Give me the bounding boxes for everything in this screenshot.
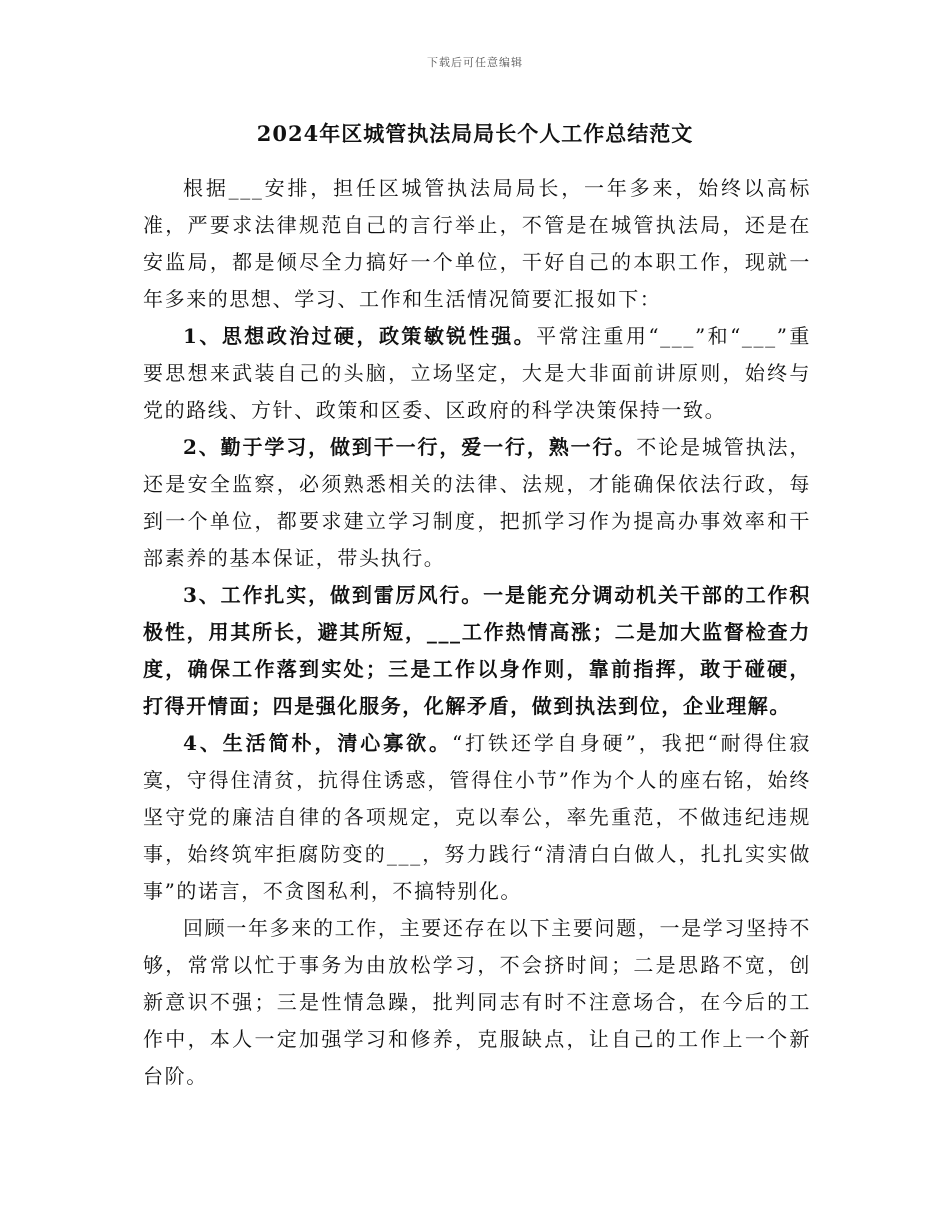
- paragraph-intro: [143, 170, 811, 318]
- paragraph-lead: 3、工作扎实，做到雷厉风行。一是能充分调动机关干部的工作积极性，用其所长，避其所短，___工作热情高涨；二是加大监督检查力度，确保工作落到实处；三是工作以身作则，靠前指挥，敢于碰硬，打得开情面；四是强化服务，化解矛盾，做到执法到位，企业理解。: [143, 583, 811, 718]
- paragraph-item-3: [143, 577, 811, 725]
- paragraph-review: [143, 910, 811, 1095]
- paragraph-lead: 4、生活简朴，清心寡欲。: [183, 731, 452, 755]
- document-body: [143, 170, 811, 1095]
- paragraph-text: 不论是城管执法，还是安全监察，必须熟悉相关的法律、法规，才能确保依法行政，每到一个单位，都要求建立学习制度，把抓学习作为提高办事效率和干部素养的基本保证，带头执行。: [143, 435, 811, 570]
- document-title: 2024年区城管执法局局长个人工作总结范文: [256, 121, 694, 146]
- paragraph-text: 回顾一年多来的工作，主要还存在以下主要问题，一是学习坚持不够，常常以忙于事务为由放松学习，不会挤时间；二是思路不宽，创新意识不强；三是性情急躁，批判同志有时不注意场合，在今后的工作中，本人一定加强学习和修养，克服缺点，让自己的工作上一个新台阶。: [143, 916, 811, 1088]
- paragraph-text: 平常注重用“___”和“___”重要思想来武装自己的头脑，立场坚定，大是大非面前讲原则，始终与党的路线、方针、政策和区委、区政府的科学决策保持一致。: [143, 324, 811, 422]
- paragraph-lead: 2、勤于学习，做到干一行，爱一行，熟一行。: [183, 435, 637, 459]
- paragraph-lead: 1、思想政治过硬，政策敏锐性强。: [183, 324, 537, 348]
- paragraph-text: “打铁还学自身硬”，我把“耐得住寂寞，守得住清贫，抗得住诱惑，管得住小节”作为个人的座右铭，始终坚守党的廉洁自律的各项规定，克以奉公，率先重范，不做违纪违规事，始终筑牢拒腐防变的___，努力践行“清清白白做人，扎扎实实做事”的诺言，不贪图私利，不搞特别化。: [143, 731, 812, 903]
- paragraph-item-2: [143, 429, 811, 577]
- paragraph-item-4: [143, 725, 811, 910]
- paragraph-item-1: [143, 318, 811, 429]
- paragraph-text: 根据___安排，担任区城管执法局局长，一年多来，始终以高标准，严要求法律规范自己的言行举止，不管是在城管执法局，还是在安监局，都是倾尽全力搞好一个单位，干好自己的本职工作，现就一年多来的思想、学习、工作和生活情况简要汇报如下：: [143, 176, 811, 311]
- header-note: 下载后可任意编辑: [427, 56, 523, 69]
